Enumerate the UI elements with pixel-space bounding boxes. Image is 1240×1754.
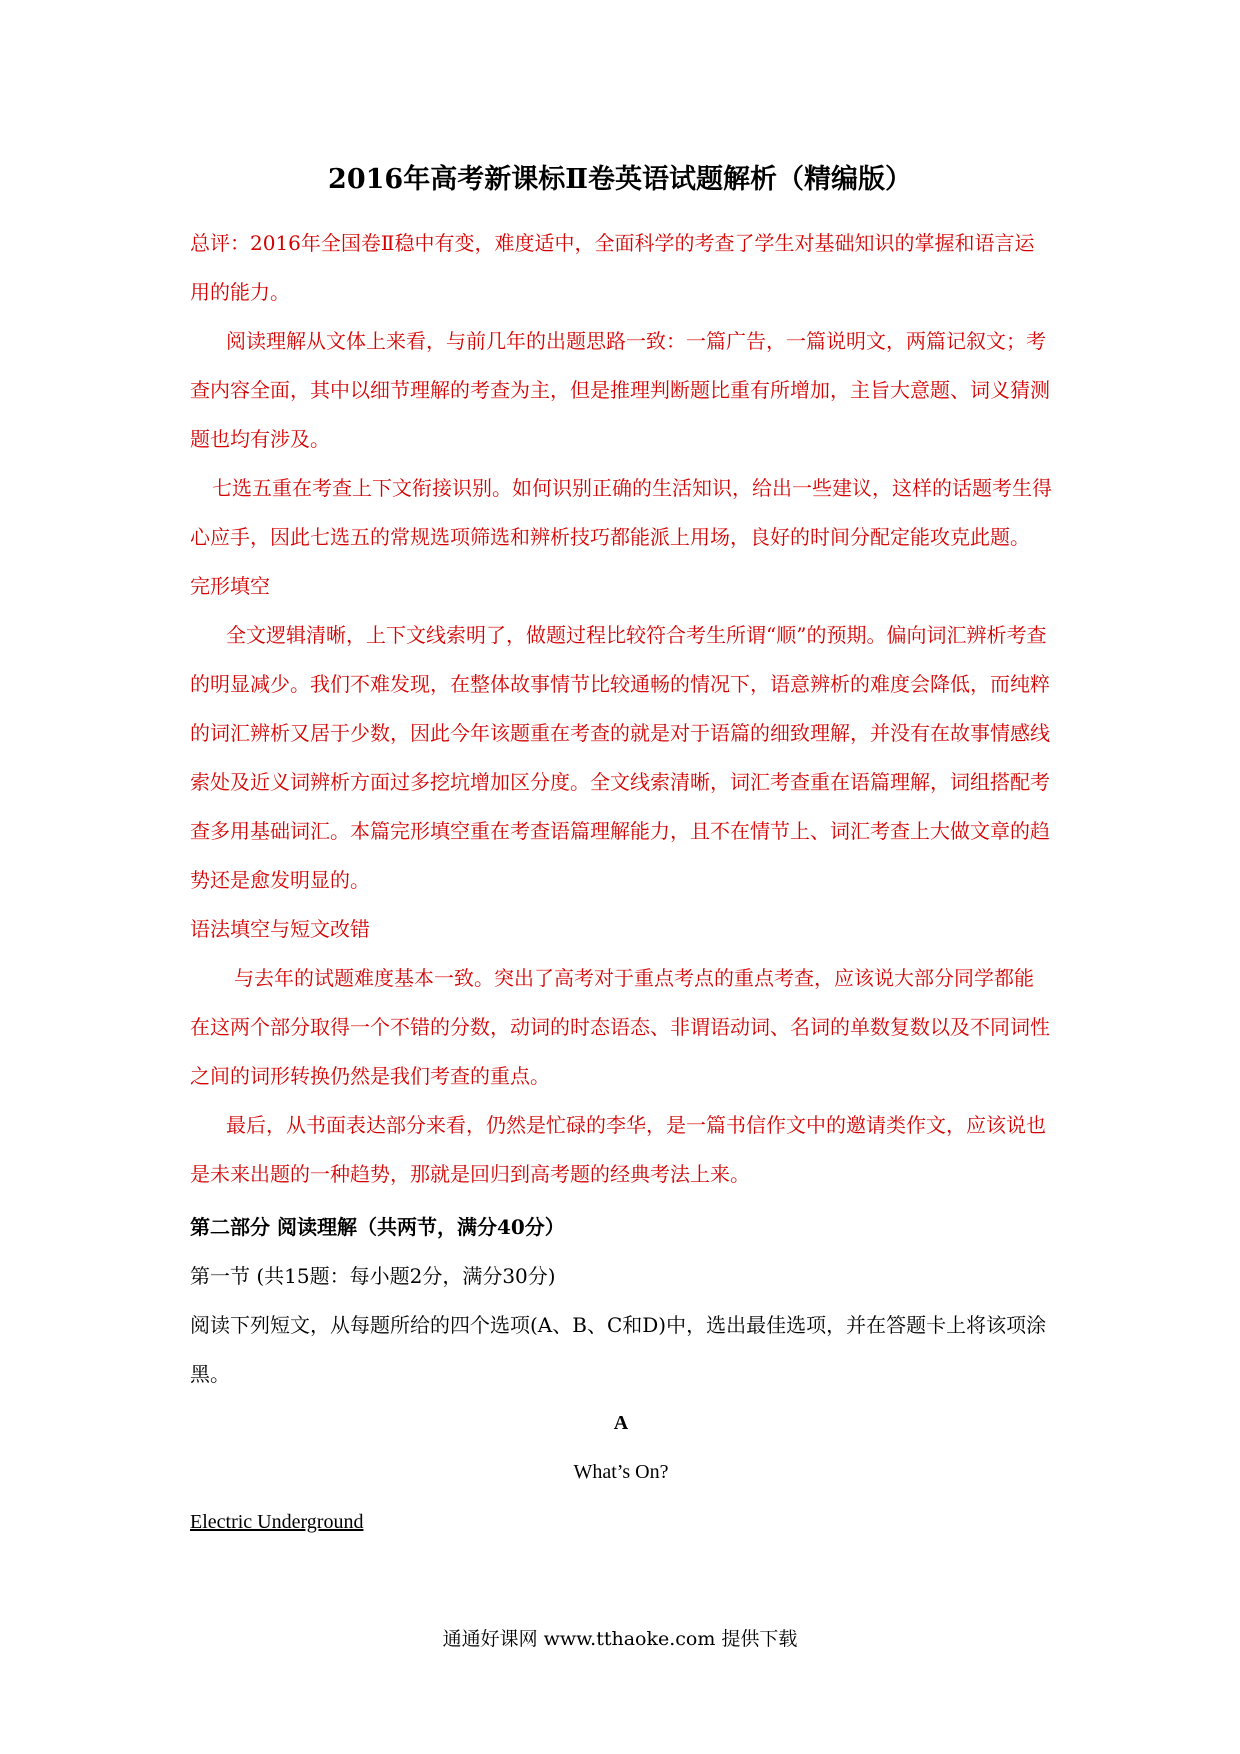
reading-comment-paragraph: 阅读理解从文体上来看，与前几年的出题思路一致：一篇广告，一篇说明文，两篇记叙文；考查内容全面，其中以细节理解的考查为主，但是推理判断题比重有所增加，主旨大意题、词义猜测题也均有涉及。: [190, 329, 1050, 451]
page-footer: 通通好课网 www.tthaoke.com 提供下载: [442, 1628, 798, 1650]
passage-letter: A: [613, 1412, 629, 1434]
passage-subheading-text: Electric Underground: [190, 1511, 364, 1533]
document-body: [190, 219, 1052, 1547]
cloze-heading: 完形填空: [190, 574, 270, 598]
grammar-comment-paragraph: 与去年的试题难度基本一致。突出了高考对于重点考点的重点考查，应该说大部分同学都能在这两个部分取得一个不错的分数，动词的时态语态、非谓语动词、名词的单数复数以及不同词性之间的词形转换仍然是我们考查的重点。: [190, 966, 1050, 1088]
writing-comment-paragraph: 最后，从书面表达部分来看，仍然是忙碌的李华，是一篇书信作文中的邀请类作文，应该说也是未来出题的一种趋势，那就是回归到高考题的经典考法上来。: [190, 1113, 1046, 1186]
grammar-heading: 语法填空与短文改错: [190, 917, 370, 941]
part-heading: 第二部分 阅读理解（共两节，满分40分）: [190, 1215, 565, 1239]
seven-choose-five-paragraph: 七选五重在考查上下文衔接识别。如何识别正确的生活知识，给出一些建议，这样的话题考生得心应手，因此七选五的常规选项筛选和辨析技巧都能派上用场，良好的时间分配定能攻克此题。: [190, 476, 1052, 549]
overview-paragraph: 总评：2016年全国卷Ⅱ稳中有变，难度适中，全面科学的考查了学生对基础知识的掌握和语言运用的能力。: [190, 231, 1035, 304]
instruction-paragraph: 阅读下列短文，从每题所给的四个选项(A、B、C和D)中，选出最佳选项，并在答题卡上将该项涂黑。: [190, 1313, 1047, 1386]
cloze-comment-paragraph: 全文逻辑清晰，上下文线索明了，做题过程比较符合考生所谓“顺”的预期。偏向词汇辨析考查的明显减少。我们不难发现，在整体故事情节比较通畅的情况下，语意辨析的难度会降低，而纯粹的词汇辨析又居于少数，因此今年该题重在考查的就是对于语篇的细致理解，并没有在故事情感线索处及近义词辨析方面过多挖坑增加区分度。全文线索清晰，词汇考查重在语篇理解，词组搭配考查多用基础词汇。本篇完形填空重在考查语篇理解能力，且不在情节上、词汇考查上大做文章的趋势还是愈发明显的。: [190, 623, 1050, 892]
passage-title: What’s On?: [573, 1461, 669, 1483]
document-title: 2016年高考新课标Ⅱ卷英语试题解析（精编版）: [328, 164, 912, 195]
section-line: 第一节 (共15题：每小题2分，满分30分): [190, 1264, 556, 1288]
passage-subheading: [190, 1497, 1052, 1547]
